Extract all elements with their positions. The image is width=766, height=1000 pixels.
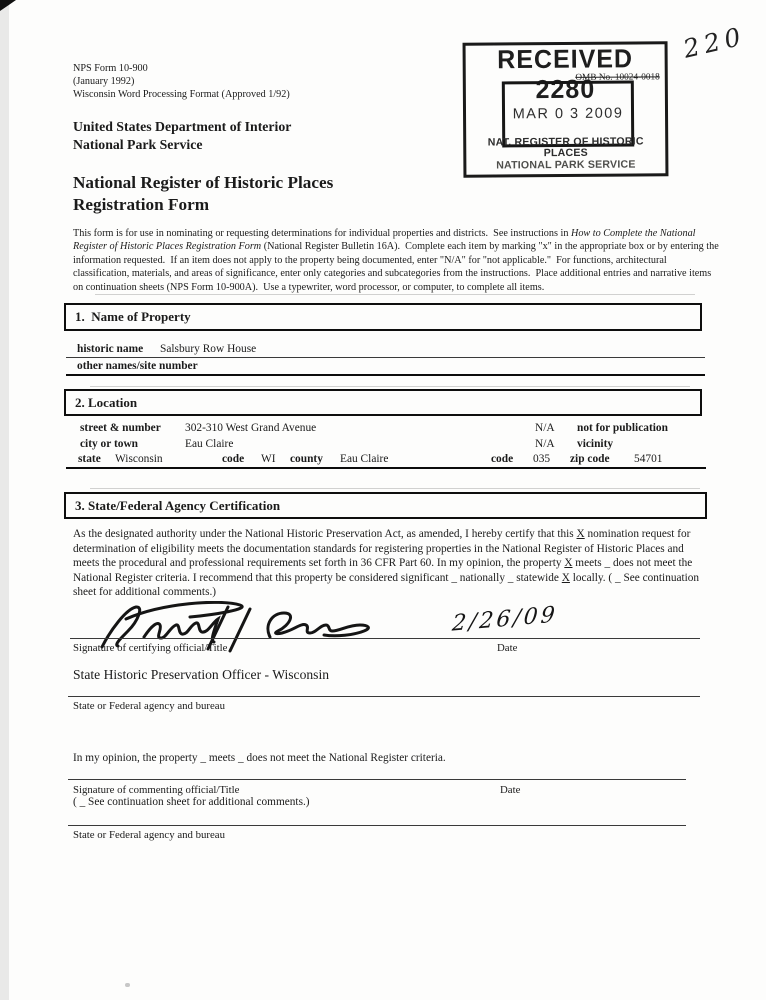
instructions-italic-title: How to Complete the National Register of Historic Places Registration Form: [73, 228, 699, 253]
officer-title: State Historic Preservation Officer - Wisconsin: [73, 667, 330, 682]
county-code-label: code: [491, 453, 514, 465]
historic-name-value: Salsbury Row House: [160, 343, 257, 355]
certifying-signature-rule: [70, 638, 700, 639]
section-2-heading: 2. Location: [75, 394, 138, 410]
stamp-registry-text: [466, 136, 665, 172]
instructions-paragraph: [73, 227, 723, 294]
instructions-part1: This form is for use in nominating or requesting determinations for individual properties and districts. See instructions in: [73, 228, 571, 239]
state-code-label: code: [222, 453, 245, 465]
other-names-label: other names/site number: [77, 360, 198, 372]
zip-label: zip code: [570, 453, 610, 465]
handwritten-certification-date: 2/26/09: [451, 602, 559, 637]
certifying-date-label: Date: [497, 642, 518, 654]
section-1-header: [64, 303, 702, 331]
bureau-rule-2: [68, 825, 686, 826]
form-meta-block: [73, 62, 290, 101]
state-value: Wisconsin: [115, 453, 163, 465]
stamp-registry-line2: NATIONAL PARK SERVICE: [496, 158, 636, 171]
certification-paragraph: [73, 527, 707, 600]
street-na: N/A: [535, 422, 555, 434]
certifying-signature-label: Signature of certifying official/Title: [73, 642, 228, 654]
zip-value: 54701: [634, 453, 663, 465]
opinion-line1: In my opinion, the property _ meets _ does not meet the National Register criteria.: [73, 751, 446, 764]
historic-name-label: historic name: [77, 343, 144, 355]
cert-text-3: meets _ does not meet the National Register criteria. I recommend that this property be considered significant _ nationally _ statewide: [73, 557, 696, 584]
form-title: [73, 172, 333, 215]
cert-x-locally: X: [561, 571, 570, 584]
street-value: 302-310 West Grand Avenue: [185, 422, 317, 434]
street-label: street & number: [80, 422, 161, 434]
section-3-heading: 3. State/Federal Agency Certification: [75, 497, 281, 513]
omb-number: OMB No. 10024-0018: [575, 72, 660, 83]
bureau-label: State or Federal agency and bureau: [73, 700, 225, 712]
department-block: [73, 118, 291, 153]
commenting-signature-rule: [68, 779, 686, 780]
opinion-block: [73, 721, 446, 839]
handwritten-corner-number: 220: [680, 21, 749, 64]
section-2-header: [64, 389, 702, 416]
location-bottom-rule: [66, 467, 706, 469]
form-revision: (January 1992): [73, 76, 135, 87]
bureau-label-2: State or Federal agency and bureau: [73, 829, 225, 841]
cert-text-4: locally. ( _ See continuation sheet for additional comments.): [73, 571, 702, 599]
state-label: state: [78, 453, 101, 465]
stamp-registry-line1: NAT. REGISTER OF HISTORIC PLACES: [487, 134, 644, 160]
vicinity-label: vicinity: [577, 438, 614, 450]
section-3-header: [64, 492, 707, 519]
cert-x-nomination: X: [576, 528, 585, 540]
commenting-signature-label: Signature of commenting official/Title: [73, 784, 240, 796]
historic-name-rule: [66, 357, 705, 358]
state-code-value: WI: [261, 453, 276, 465]
cert-x-meets: X: [564, 557, 573, 570]
city-na: N/A: [535, 438, 555, 450]
opinion-line2: ( _ See continuation sheet for additional comments.): [73, 795, 310, 808]
format-note: Wisconsin Word Processing Format (Approved 1/92): [73, 89, 290, 100]
county-label: county: [290, 453, 323, 465]
scan-artifact-dot: [125, 983, 130, 987]
city-value: Eau Claire: [185, 438, 234, 450]
scan-edge-strip: [0, 0, 9, 1000]
county-value: Eau Claire: [340, 453, 389, 465]
cert-text-2: nomination request for determination of eligibility meets the documentation standards for registering properties in the National Register of Historic Places and meets the procedural and professional requirements set forth in 36 CFR Part 60. In my opinion, the property: [73, 528, 694, 570]
agency-name: National Park Service: [73, 136, 203, 152]
instructions-part2: (National Register Bulletin 16A). Complete each item by marking "x" in the appropriate box or by entering the information requested. If an item does not apply to the property being documented, enter "N/A" for "not applicable." For functions, architectural classification, materials, and areas of significance, enter only categories and subcategories from the instructions. Place additional entries and narrative items on continuation sheets (NPS Form 10-900A). Use a typewriter, word processor, or computer, to complete all items.: [73, 241, 722, 293]
form-number: NPS Form 10-900: [73, 63, 148, 74]
department-name: United States Department of Interior: [73, 119, 292, 134]
other-names-rule: [66, 374, 705, 376]
not-for-publication-label: not for publication: [577, 422, 668, 434]
city-label: city or town: [80, 438, 138, 450]
received-stamp: [463, 41, 669, 177]
county-code-value: 035: [533, 453, 551, 465]
section-1-heading: 1. Name of Property: [75, 309, 191, 324]
form-title-line1: National Register of Historic Places: [73, 173, 334, 192]
cert-text-1: As the designated authority under the National Historic Preservation Act, as amended, I hereby certify that this: [73, 528, 577, 540]
commenting-date-label: Date: [500, 784, 521, 796]
scan-faint-rule: [90, 386, 690, 387]
bureau-rule: [68, 696, 700, 697]
form-title-line2: Registration Form: [73, 194, 210, 214]
stamp-date-text: MAR 0 3 2009: [512, 105, 624, 123]
scan-faint-rule: [90, 488, 700, 489]
scan-faint-rule: [95, 294, 695, 295]
stamp-received-text: RECEIVED 2280: [497, 44, 634, 105]
